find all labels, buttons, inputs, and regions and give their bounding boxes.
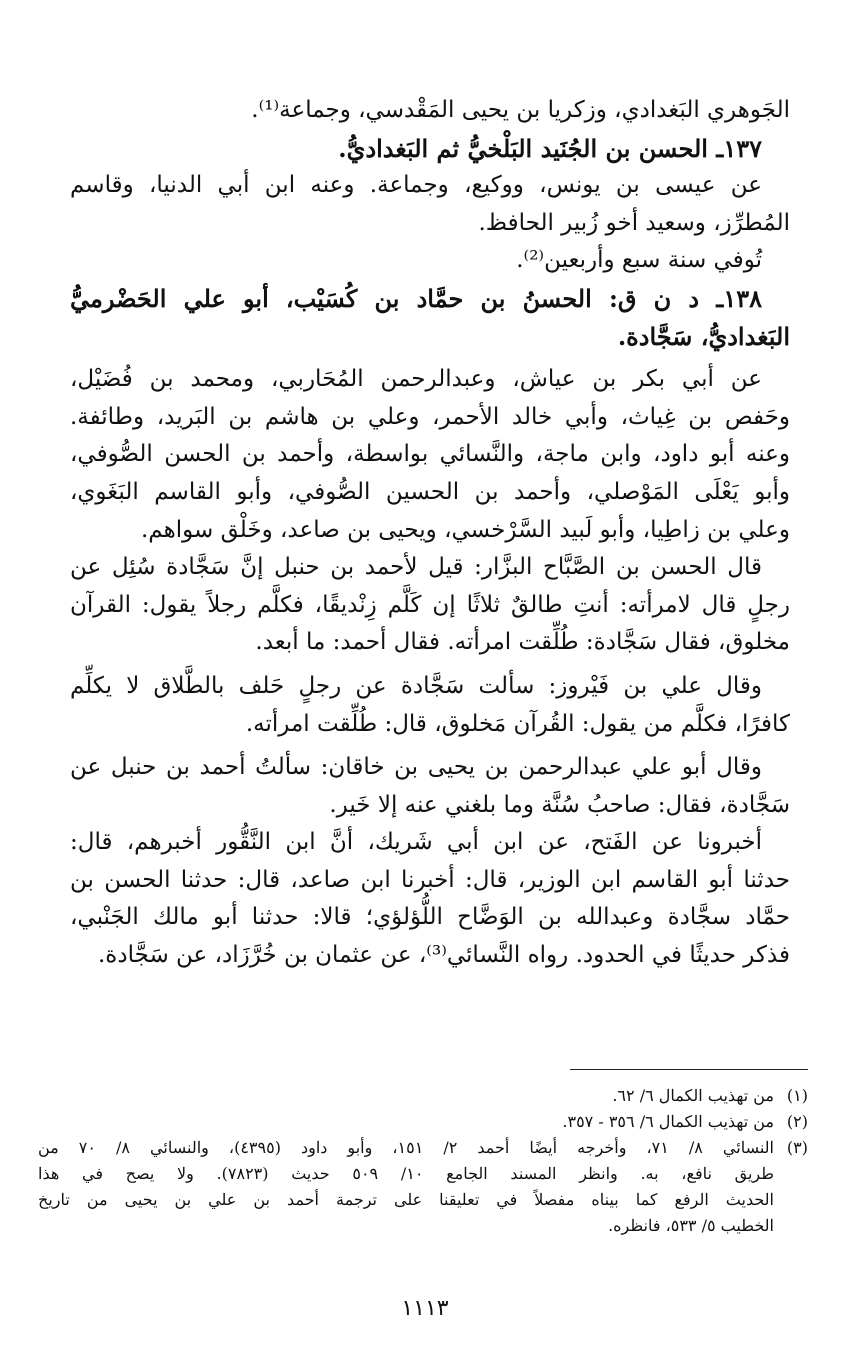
text-line: قال الحسن بن الصَّبَّاح البزَّار: قيل لأحمد بن حنبل إنَّ سَجَّادة سُئِل عن (70, 554, 762, 581)
footnote-number: (٣) (786, 1138, 808, 1157)
page-number: ١١١٣ (401, 1296, 449, 1321)
footnote-number: (١) (786, 1086, 808, 1105)
text-line: مخلوق، فقال سَجَّادة: طُلِّقت امرأته. فقال أحمد: ما أبعد. (255, 629, 790, 656)
entry-137-narrators (70, 167, 790, 242)
footnote-number: (٢) (786, 1112, 808, 1131)
text-line: عن عيسى بن يونس، ووكيع، وجماعة. وعنه ابن أبي الدنيا، وقاسم (70, 172, 762, 199)
text-line: أخبرونا عن الفَتح، عن ابن أبي شَريك، أنَّ ابن النَّقُّور أخبرهم، قال: (70, 829, 762, 856)
text-line: الجَوهري البَغدادي، وزكريا بن يحيى المَقْدسي، وجماعة⁽¹⁾. (251, 97, 790, 123)
footnote-line: النسائي ٨/ ٧١، وأخرجه أيضًا أحمد ٢/ ١٥١، وأبو داود (٤٣٩٥)، والنسائي ٨/ ٧٠ من (38, 1138, 774, 1157)
text-line: وقال علي بن فَيْروز: سألت سَجَّادة عن رجلٍ حَلف بالطَّلاق لا يكلِّم (70, 672, 762, 699)
footnote-2 (38, 1109, 808, 1135)
footnote-1 (38, 1083, 808, 1109)
entry-138-report-1 (70, 549, 790, 662)
footnote-body (38, 1083, 774, 1109)
text-line: تُوفي سنة سبع وأربعين⁽²⁾. (516, 247, 762, 274)
text-line: وعنه أبو داود، وابن ماجة، والنَّسائي بواسطة، وأحمد بن الحسن الصُّوفي، (70, 441, 790, 468)
footnote-3 (38, 1135, 808, 1239)
footnotes (38, 1083, 808, 1239)
entry-heading-line: ١٣٧ـ الحسن بن الجُنَيد البَلْخيُّ ثم البَغداديُّ. (338, 133, 762, 163)
entry-138-narrators (70, 361, 790, 549)
text-line: المُطرِّز، وسعيد أخو زُبير الحافظ. (478, 209, 790, 236)
entry-138-report-3 (70, 749, 790, 824)
entry-137-death (70, 242, 790, 280)
text-line: رجلٍ قال لامرأته: أنتِ طالقٌ ثلاثًا إن كَلَّم زِنْديقًا، فكلَّم رجلاً يقول: القرآن (70, 591, 790, 618)
text-line: وحَفص بن غِياث، وأبي خالد الأحمر، وعلي بن هاشم بن البَريد، وطائفة. (70, 403, 790, 430)
entry-138-report-2 (70, 668, 790, 743)
text-line: وعلي بن زاطِيا، وأبو لَبيد السَّرْخسي، ويحيى بن صاعد، وخَلْق سواهم. (140, 516, 790, 543)
footnote-body (38, 1109, 774, 1135)
footnote-body (38, 1135, 774, 1239)
entry-heading-line: ١٣٨ـ د ن ق: الحسنُ بن حمَّاد بن كُسَيْب، أبو علي الحَضْرميُّ (70, 283, 762, 313)
footnote-divider (570, 1069, 808, 1070)
text-line: حدثنا أبو القاسم ابن الوزير، قال: أخبرنا ابن صاعد، قال: حدثنا الحسن بن (70, 866, 790, 893)
text-line: كافرًا، فكلَّم من يقول: القُرآن مَخلوق، قال: طُلِّقت امرأته. (245, 710, 790, 737)
text-line: عن أبي بكر بن عياش، وعبدالرحمن المُحَاربي، ومحمد بن فُضَيْل، (70, 366, 762, 393)
text-line: وأبو يَعْلَى المَوْصلي، وأحمد بن الحسين الصُّوفي، وأبو القاسم البَغَوي، (70, 478, 790, 505)
footnote-line: الحديث الرفع كما بيناه مفصلاً في تعليقنا على ترجمة أحمد بن علي بن يحيى من تاريخ (38, 1190, 774, 1209)
main-text (70, 92, 790, 975)
text-line: حمَّاد سجَّادة وعبدالله بن الوَضَّاح اللُّؤلؤي؛ قالا: حدثنا أبو مالك الجَنْبي، (70, 904, 790, 931)
entry-heading-137 (70, 130, 790, 168)
entry-138-isnad (70, 824, 790, 974)
footnote-line: من تهذيب الكمال ٦/ ٣٥٦ - ٣٥٧. (562, 1112, 774, 1131)
footnote-line: من تهذيب الكمال ٦/ ٦٢. (612, 1086, 774, 1105)
text-line: سَجَّادة، فقال: صاحبُ سُنَّة وما بلغني عنه إلا خَير. (329, 791, 790, 818)
footnote-line: طريق نافع، به. وانظر المسند الجامع ١٠/ ٥٠٩ حديث (٧٨٢٣). ولا يصح في هذا (38, 1164, 774, 1183)
text-line: فذكر حديثًا في الحدود. رواه النَّسائي⁽³⁾، عن عثمان بن خُرَّزَاد، عن سَجَّادة. (97, 942, 790, 969)
entry-continuation (70, 92, 790, 130)
text-line: وقال أبو علي عبدالرحمن بن يحيى بن خاقان: سألتُ أحمد بن حنبل عن (70, 754, 762, 781)
entry-heading-line: البَغداديُّ، سَجَّادة. (617, 321, 790, 351)
footnote-line: الخطيب ٥/ ٥٣٣، فانظره. (608, 1216, 774, 1235)
entry-heading-138 (70, 280, 790, 355)
